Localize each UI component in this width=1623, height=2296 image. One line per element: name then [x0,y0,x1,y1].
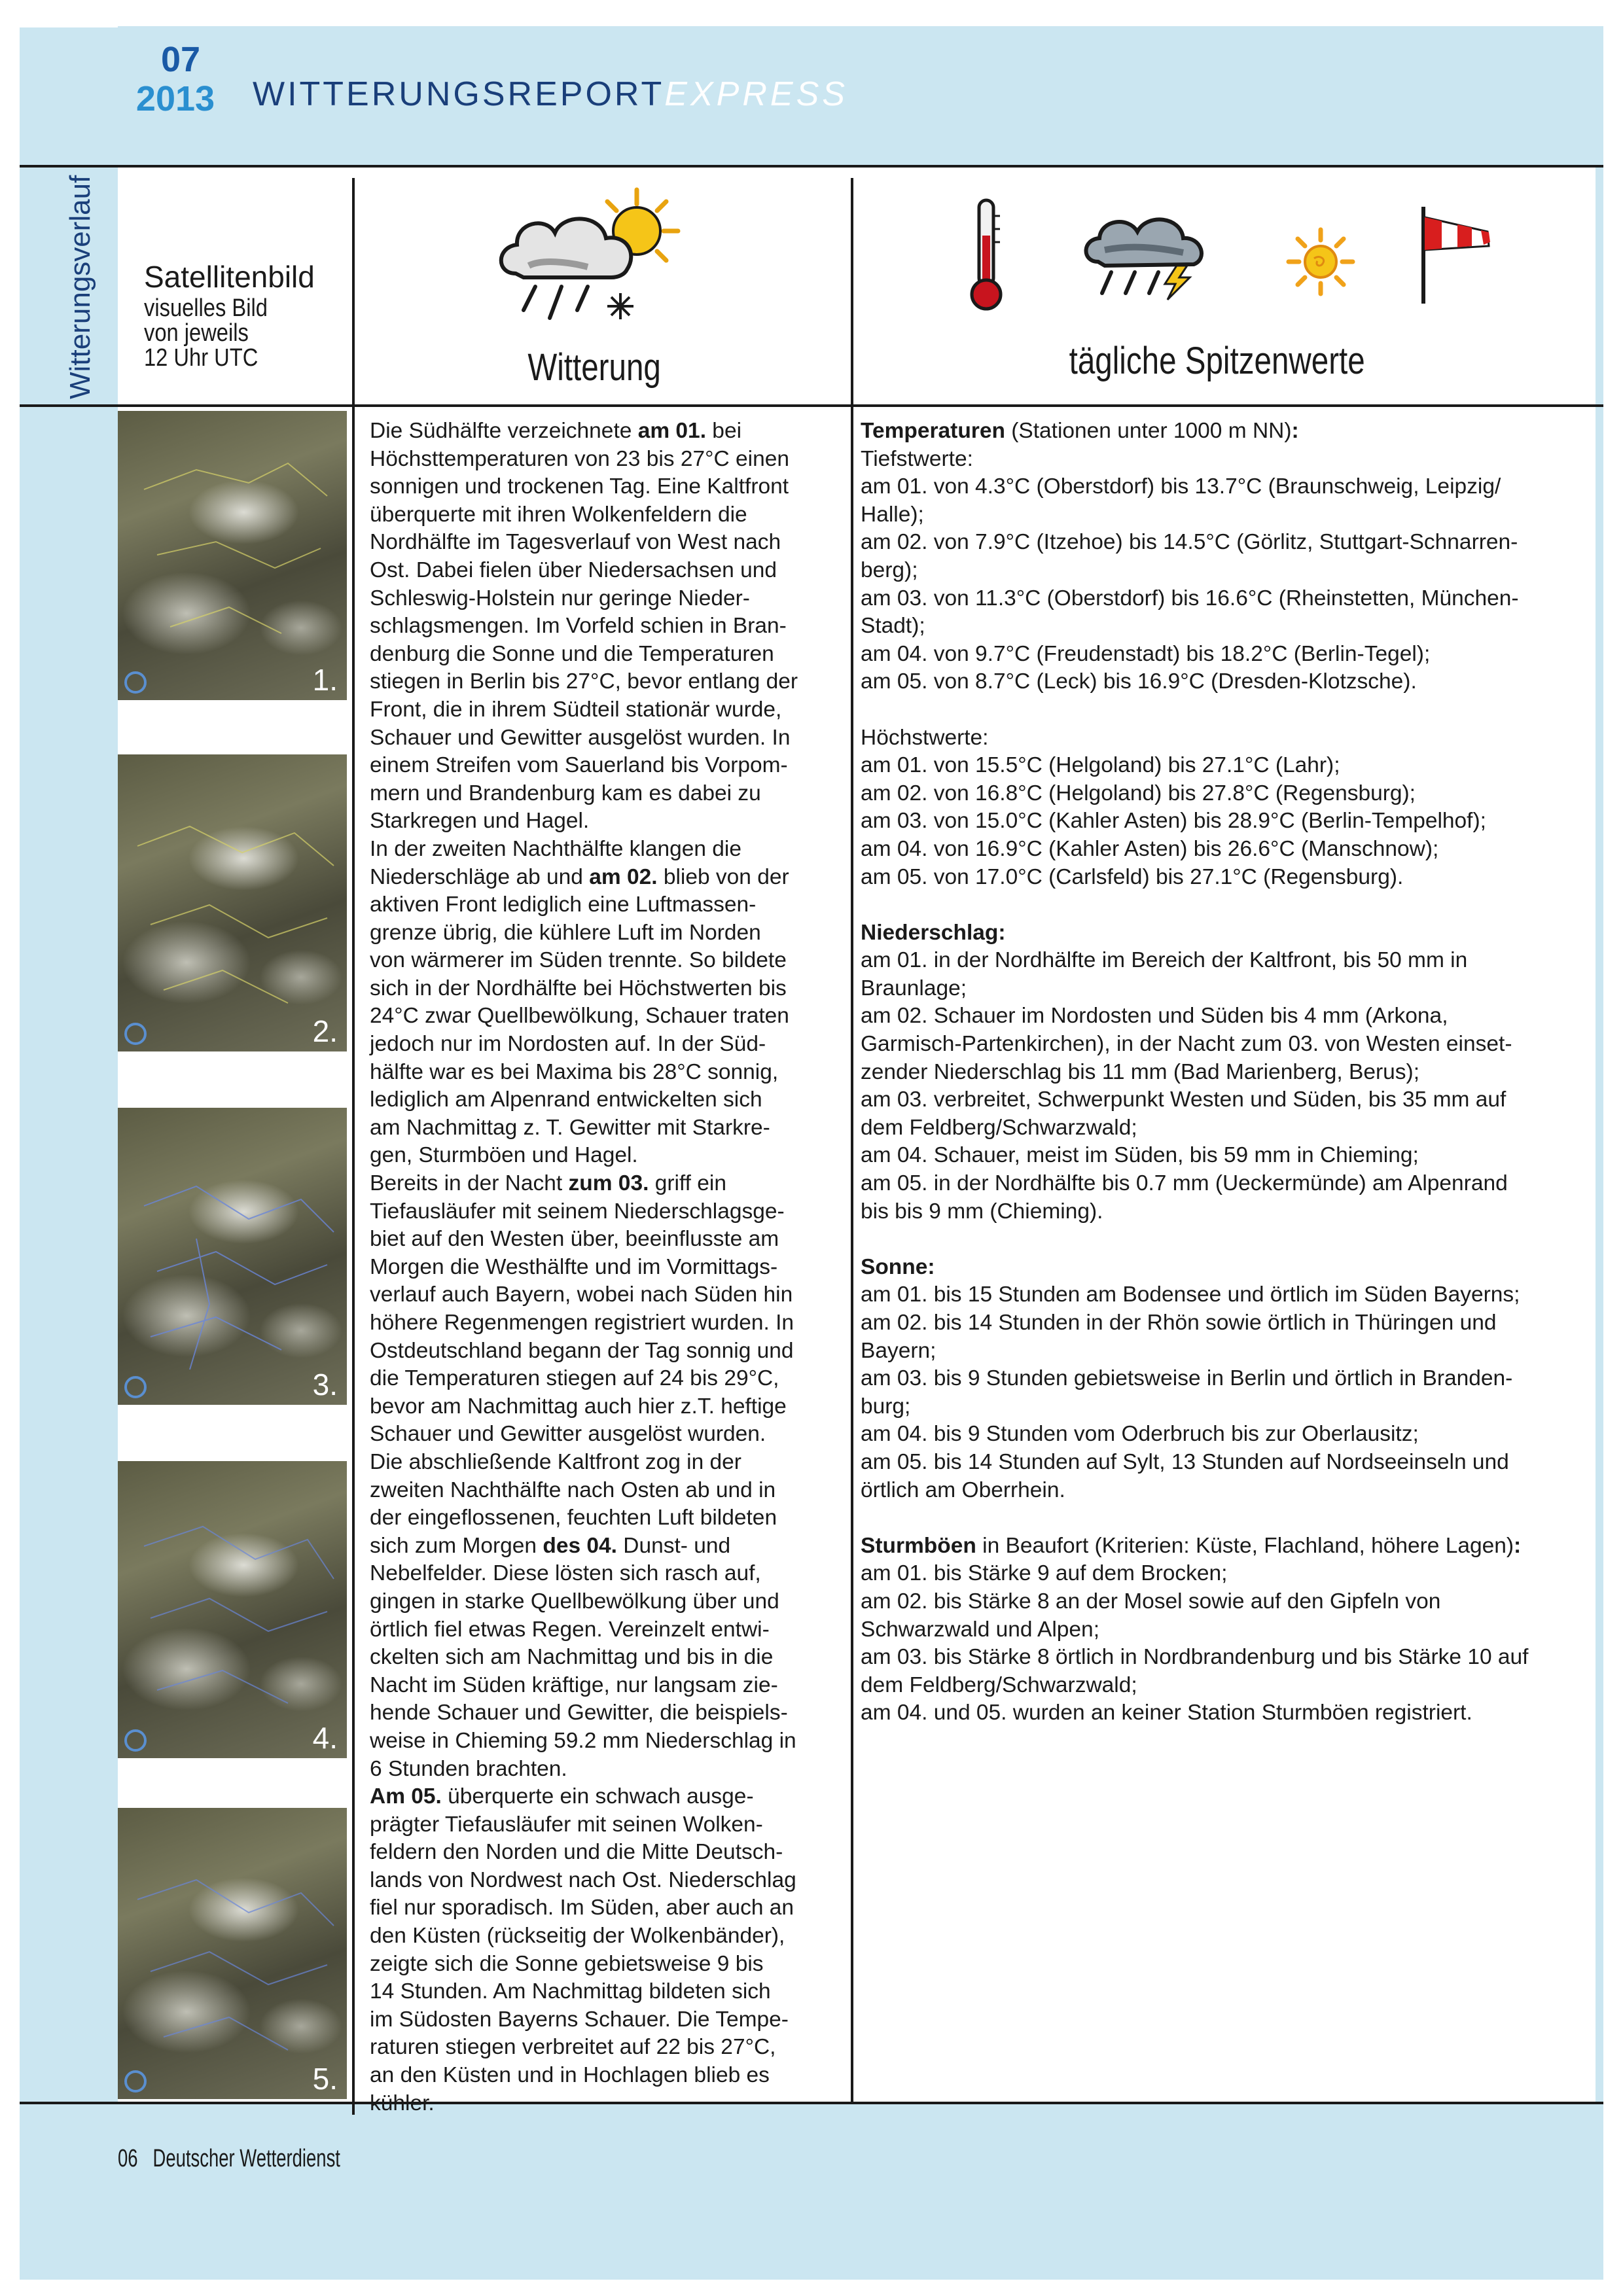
peak-text-line [861,1142,1594,1170]
peaks-heading-text: tägliche Spitzenwerte [1069,340,1366,382]
thermometer-icon [961,196,1013,314]
weather-text-line-segment: von wärmerer im Süden trennte. So bildete [370,948,787,973]
weather-text-line [370,975,831,1003]
weather-text-line-segment: prägter Tiefausläufer mit seinen Wolken- [370,1812,763,1837]
issue-month: 07 [160,40,201,79]
weather-text-line [370,1002,831,1031]
weather-text-line-segment: stiegen in Berlin bis 27°C, bevor entlang der [370,669,798,694]
weather-text-line [370,1393,831,1421]
peak-text-line [861,1504,1594,1532]
weather-text-line-segment: Höchsttemperaturen von 23 bis 27°C einen [370,446,789,471]
peak-text-line [861,473,1594,501]
station-logo-icon [124,2070,147,2093]
weather-text-line-segment: ckelten sich am Nachmittag und bis in die [370,1645,774,1670]
peak-text-line-segment: Garmisch-Partenkirchen), in der Nacht zum 03. von Westen einset- [861,1032,1512,1057]
peak-text-line [861,1449,1594,1477]
weather-text-line-segment: des 04. [543,1533,617,1558]
satellite-image-number: 5. [312,2062,338,2096]
weather-text-line [370,1811,831,1839]
weather-text-line-segment: jedoch nur im Nordosten auf. In der Süd- [370,1032,766,1057]
weather-text-line-segment: biet auf den Westen über, beeinflusste am [370,1227,779,1252]
peak-text-line-segment: am 02. bis Stärke 8 an der Mosel sowie auf den Gipfeln von [861,1589,1441,1614]
satellite-image-number: 4. [312,1721,338,1755]
weather-text-line [370,1922,831,1951]
weather-text-line-segment: die Temperaturen stiegen auf 24 bis 29°C, [370,1366,779,1391]
weather-text-line [370,1449,831,1477]
satellite-image [118,1808,347,2099]
peak-text-line [861,947,1594,975]
weather-text-line-segment: sich in der Nordhälfte bei Höchstwerten bis [370,976,787,1000]
weather-text-line [370,585,831,613]
right-margin-band [1596,165,1603,2102]
peak-text-line-segment: am 02. von 16.8°C (Helgoland) bis 27.8°C (Regensburg); [861,781,1416,805]
peak-text-line-segment: zender Niederschlag bis 11 mm (Bad Marienberg, Berus); [861,1059,1420,1084]
weather-text-line [370,1477,831,1505]
weather-text-line-segment: feldern den Norden und die Mitte Deutsch- [370,1840,783,1865]
satellite-borders [118,1108,347,1405]
peak-text-line-segment: Schwarzwald und Alpen; [861,1617,1099,1642]
peak-text-line-segment: am 04. von 9.7°C (Freudenstadt) bis 18.2°C (Berlin-Tegel); [861,641,1431,666]
peak-text-line-segment: am 01. von 4.3°C (Oberstdorf) bis 13.7°C (Braunschweig, Leipzig/ [861,474,1501,499]
weather-text-line-segment: Schauer und Gewitter ausgelöst wurden. In [370,725,791,750]
peak-text-line-segment: Niederschlag: [861,920,1006,945]
satellite-image [118,754,347,1051]
station-logo-icon [124,1023,147,1045]
weather-text-line-segment: Am 05. [370,1784,442,1809]
weather-text-line-segment: raturen stiegen verbreitet auf 22 bis 27°C, [370,2035,776,2060]
peak-text-line [861,417,1594,446]
weather-text-line [370,1421,831,1449]
satellite-title: Satellitenbild [144,260,315,294]
peak-text-line [861,1086,1594,1114]
weather-text-line [370,668,831,696]
peak-text-line [861,1254,1594,1282]
weather-text-line-segment: Niederschläge ab und [370,864,590,889]
header-notch [20,0,118,27]
satellite-image-number: 3. [312,1368,338,1402]
weather-text-line-segment: Schleswig-Holstein nur geringe Nieder- [370,586,750,610]
peak-text-line [861,585,1594,613]
weather-text-line-segment: zweiten Nachthälfte nach Osten ab und in [370,1477,776,1502]
peak-text-line-segment: Stadt); [861,614,925,639]
weather-text-line [370,836,831,864]
weather-description [370,417,831,2117]
report-title-main: WITTERUNGSREPORT [253,75,665,113]
weather-text-line [370,612,831,641]
peak-text-line-segment: Höchstwerte: [861,725,989,750]
weather-text-line [370,1644,831,1672]
satellite-borders [118,1461,347,1758]
peak-text-line [861,1114,1594,1142]
peak-text-line-segment: am 03. von 15.0°C (Kahler Asten) bis 28.9°C (Berlin-Tempelhof); [861,809,1486,834]
weather-text-line [370,1504,831,1532]
station-logo-icon [124,671,147,694]
weather-text-line [370,1337,831,1366]
weather-text-line [370,1114,831,1142]
peak-text-line-segment: am 03. bis 9 Stunden gebietsweise in Berlin und örtlich in Branden- [861,1366,1513,1391]
weather-text-line [370,696,831,724]
weather-text-line-segment: bei [706,419,742,443]
peak-text-line-segment: dem Feldberg/Schwarzwald; [861,1672,1137,1697]
peak-text-line [861,1002,1594,1031]
weather-text-line-segment: Starkregen und Hagel. [370,809,590,834]
page-number: 06 [118,2145,138,2172]
weather-text-line [370,1672,831,1700]
weather-text-line-segment: einem Streifen vom Sauerland bis Vorpom- [370,753,788,778]
weather-text-line [370,1532,831,1561]
peak-text-line [861,1059,1594,1087]
peak-text-line [861,1588,1594,1616]
weather-text-line-segment: schlagsmengen. Im Vorfeld schien in Bran- [370,614,787,639]
peak-text-line-segment: am 03. verbreitet, Schwerpunkt Westen und Süden, bis 35 mm auf [861,1087,1507,1112]
weather-text-line [370,1254,831,1282]
peaks-heading [923,339,1512,383]
weather-text-line [370,1839,831,1867]
peak-text-line [861,1198,1594,1226]
peak-text-line [861,1672,1594,1700]
weather-text-line [370,1198,831,1226]
weather-text-line-segment: überquerte mit ihren Wolkenfeldern die [370,502,747,527]
satellite-borders [118,1808,347,2099]
peak-text-line [861,1560,1594,1588]
weather-text-line-segment: blieb von der [657,864,789,889]
peak-text-line [861,807,1594,836]
peak-text-line-segment: berg); [861,557,918,582]
peak-text-line [861,752,1594,780]
weather-text-line [370,557,831,585]
peak-text-line-segment: am 01. bis Stärke 9 auf dem Brocken; [861,1561,1228,1586]
weather-text-line-segment: gingen in starke Quellbewölkung über und [370,1589,779,1614]
weather-text-line-segment: am 01. [637,419,706,443]
peak-text-line-segment: am 05. bis 14 Stunden auf Sylt, 13 Stunden auf Nordseeinseln und [861,1449,1509,1474]
vertical-label-text: Witterungsverlauf [64,175,96,399]
weather-text-line [370,1867,831,1895]
weather-text-line [370,529,831,557]
peak-text-line-segment: am 02. bis 14 Stunden in der Rhön sowie örtlich in Thüringen und [861,1311,1497,1335]
weather-text-line [370,1560,831,1588]
weather-text-line-segment: 6 Stunden brachten. [370,1756,567,1781]
peak-text-line [861,641,1594,669]
weather-text-line [370,1894,831,1922]
peak-text-line [861,529,1594,557]
peak-text-line [861,696,1594,724]
left-margin-band [20,165,118,2102]
station-logo-icon [124,1729,147,1752]
peak-text-line [861,891,1594,919]
peak-text-line [861,501,1594,529]
peak-text-line [861,780,1594,808]
peak-text-line [861,1281,1594,1309]
weather-text-line [370,1699,831,1727]
weather-text-line-segment: an den Küsten und in Hochlagen blieb es [370,2063,770,2088]
peak-text-line-segment: am 02. Schauer im Nordosten und Süden bis 4 mm (Arkona, [861,1004,1448,1029]
weather-text-line [370,1978,831,2006]
sun-icon [1285,226,1357,298]
satellite-subtitle-line: 12 Uhr UTC [144,344,259,372]
weather-text-line [370,947,831,975]
table-header-rule [20,404,1603,407]
weather-text-line [370,1142,831,1170]
weather-text-line-segment: Nebelfelder. Diese lösten sich rasch auf, [370,1561,761,1586]
satellite-subtitle [144,296,340,370]
peak-text-line-segment: am 02. von 7.9°C (Itzehoe) bis 14.5°C (Görlitz, Stuttgart-Schnarren- [861,530,1518,555]
report-title-suffix: EXPRESS [664,75,848,113]
peak-text-line [861,724,1594,752]
weather-text-line-segment: griff ein [649,1171,726,1196]
peak-text-line-segment: (Stationen unter 1000 m NN) [1005,419,1292,443]
peak-text-line-segment: Tiefstwerte: [861,446,973,471]
weather-text-line-segment: aktiven Front lediglich eine Luftmassen- [370,892,757,917]
weather-text-line-segment: bevor am Nachmittag auch hier z.T. heftige [370,1394,787,1419]
weather-text-line-segment: Die Südhälfte verzeichnete [370,419,638,443]
peak-text-line-segment: am 03. von 11.3°C (Oberstdorf) bis 16.6°C (Rheinstetten, München- [861,586,1519,610]
weather-text-line-segment: Nordhälfte im Tagesverlauf von West nach [370,530,781,555]
weather-text-line [370,1059,831,1087]
weather-text-line-segment: Ost. Dabei fielen über Niedersachsen und [370,557,777,582]
peak-text-line-segment: Braunlage; [861,976,967,1000]
weather-text-line [370,724,831,752]
weather-text-line-segment: kühler. [370,2091,435,2115]
peak-text-line [861,1393,1594,1421]
weather-text-line-segment: zum 03. [568,1171,649,1196]
weather-text-line-segment: Nacht im Süden kräftige, nur langsam zie- [370,1672,778,1697]
weather-text-line-segment: am 02. [589,864,658,889]
weather-text-line [370,2062,831,2090]
peak-text-line [861,557,1594,585]
peak-text-line [861,864,1594,892]
satellite-image-number: 2. [312,1014,338,1048]
peak-text-line-segment: Sonne: [861,1254,935,1279]
weather-text-line-segment: höhere Regenmengen registriert wurden. In [370,1311,794,1335]
column-divider-1 [352,178,355,2115]
peak-text-line-segment: am 01. bis 15 Stunden am Bodensee und örtlich im Süden Bayerns; [861,1282,1520,1307]
peak-text-line [861,1616,1594,1644]
satellite-subtitle-line: visuelles Bild [144,294,268,322]
weather-text-line-segment: denburg die Sonne und die Temperaturen [370,641,774,666]
thunderstorm-cloud-icon [1079,209,1209,301]
peak-text-line [861,668,1594,696]
weather-text-line-segment: Schauer und Gewitter ausgelöst wurden. [370,1422,766,1447]
peak-text-line-segment: am 01. von 15.5°C (Helgoland) bis 27.1°C (Lahr); [861,753,1340,778]
station-logo-icon [124,1376,147,1398]
weather-text-line-segment: Ostdeutschland begann der Tag sonnig und [370,1338,794,1363]
weather-text-line-segment: im Südosten Bayerns Schauer. Die Tempe- [370,2007,789,2032]
weather-text-line-segment: örtlich fiel etwas Regen. Vereinzelt entwi- [370,1617,770,1642]
peak-text-line-segment: : [1514,1533,1522,1558]
weather-text-line-segment: Front, die in ihrem Südteil stationär wurde, [370,697,782,722]
weather-text-line [370,807,831,836]
peak-text-line-segment: am 04. bis 9 Stunden vom Oderbruch bis zur Oberlausitz; [861,1422,1419,1447]
peak-text-line-segment: in Beaufort (Kriterien: Küste, Flachland, höhere Lagen) [976,1533,1514,1558]
weather-text-line-segment: Die abschließende Kaltfront zog in der [370,1449,741,1474]
peak-text-line-segment: am 04. von 16.9°C (Kahler Asten) bis 26.6°C (Manschnow); [861,836,1439,861]
weather-text-line [370,417,831,446]
weather-text-line [370,501,831,529]
weather-text-line [370,1727,831,1756]
weather-text-line [370,1226,831,1254]
weather-text-line [370,1616,831,1644]
weather-text-line-segment: lands von Nordwest nach Ost. Niederschlag [370,1867,796,1892]
peak-text-line [861,612,1594,641]
daily-peak-values [861,417,1594,1727]
weather-text-line-segment: Bereits in der Nacht [370,1171,569,1196]
weather-text-line [370,2006,831,2034]
weather-text-line-segment: verlauf auch Bayern, wobei nach Süden hin [370,1282,793,1307]
weather-text-line [370,1588,831,1616]
peak-text-line [861,446,1594,474]
weather-text-line [370,864,831,892]
peak-text-line-segment: bis bis 9 mm (Chieming). [861,1199,1103,1224]
weather-text-line [370,1756,831,1784]
footer-band [20,2102,1603,2280]
peak-text-line-segment: am 05. in der Nordhälfte bis 0.7 mm (Ueckermünde) am Alpenrand [861,1171,1508,1196]
peak-text-line-segment: am 05. von 17.0°C (Carlsfeld) bis 27.1°C (Regensburg). [861,864,1404,889]
weather-text-line-segment: weise in Chieming 59.2 mm Niederschlag in [370,1728,796,1753]
weather-heading [483,345,705,389]
weather-text-line-segment: In der zweiten Nachthälfte klangen die [370,836,741,861]
peak-text-line [861,1699,1594,1727]
weather-text-line-segment: sich zum Morgen [370,1533,543,1558]
peak-text-line-segment: örtlich am Oberrhein. [861,1477,1065,1502]
peak-text-line [861,1421,1594,1449]
weather-text-line-segment: gen, Sturmböen und Hagel. [370,1143,638,1168]
weather-text-line [370,2034,831,2062]
weather-text-line-segment: 24°C zwar Quellbewölkung, Schauer traten [370,1004,789,1029]
weather-text-line [370,919,831,947]
satellite-borders [118,411,347,700]
peak-text-line-segment: : [1291,419,1299,443]
peak-text-line [861,1532,1594,1561]
peak-text-line [861,975,1594,1003]
satellite-subtitle-line: von jeweils [144,319,249,347]
weather-text-line [370,891,831,919]
weather-cloud-sun-snow-icon [490,182,686,339]
peak-text-line-segment: Temperaturen [861,419,1005,443]
peak-text-line-segment: Bayern; [861,1338,936,1363]
satellite-image-number: 1. [312,663,338,697]
weather-text-line-segment: 14 Stunden. Am Nachmittag bildeten sich [370,1979,771,2004]
peak-text-line [861,1226,1594,1254]
satellite-image [118,1461,347,1758]
weather-text-line-segment: lediglich am Alpenrand entwickelten sich [370,1087,762,1112]
peak-text-line-segment: Sturmböen [861,1533,976,1558]
weather-text-line-segment: am Nachmittag z. T. Gewitter mit Starkre- [370,1115,770,1140]
weather-text-line [370,780,831,808]
peak-text-line-segment: burg; [861,1394,911,1419]
peak-text-line [861,1644,1594,1672]
peak-text-line [861,1031,1594,1059]
weather-text-line-segment: hälfte war es bei Maxima bis 28°C sonnig, [370,1059,779,1084]
peak-text-line [861,919,1594,947]
peak-text-line-segment: am 04. und 05. wurden an keiner Station Sturmböen registriert. [861,1701,1472,1725]
weather-text-line [370,1086,831,1114]
peak-text-line-segment: am 03. bis Stärke 8 örtlich in Nordbrandenburg und bis Stärke 10 auf [861,1645,1529,1670]
satellite-image [118,1108,347,1405]
peak-text-line [861,1170,1594,1198]
satellite-image [118,411,347,700]
page-footer [118,2145,419,2173]
publisher-name: Deutscher Wetterdienst [152,2145,341,2172]
weather-text-line-segment: hende Schauer und Gewitter, die beispiels- [370,1701,788,1725]
weather-text-line [370,1309,831,1337]
peak-text-line [861,1309,1594,1337]
windsock-icon [1416,203,1501,308]
peak-text-line [861,1337,1594,1366]
weather-text-line-segment: der eingeflossenen, feuchten Luft bildeten [370,1506,777,1530]
peak-text-line-segment: dem Feldberg/Schwarzwald; [861,1115,1137,1140]
peak-text-line [861,1477,1594,1505]
weather-text-line [370,473,831,501]
weather-text-line-segment: sonnigen und trockenen Tag. Eine Kaltfront [370,474,789,499]
peak-text-line [861,836,1594,864]
weather-text-line [370,752,831,780]
column-divider-2 [851,178,853,2102]
weather-text-line-segment: Tiefausläufer mit seinem Niederschlagsge- [370,1199,785,1224]
weather-text-line [370,1170,831,1198]
weather-text-line [370,1951,831,1979]
satellite-borders [118,754,347,1051]
weather-text-line-segment: den Küsten (rückseitig der Wolkenbänder), [370,1924,785,1949]
weather-text-line [370,1281,831,1309]
weather-text-line-segment: fiel nur sporadisch. Im Süden, aber auch an [370,1896,794,1920]
weather-heading-text: Witterung [527,346,661,389]
weather-text-line [370,1031,831,1059]
weather-text-line-segment: mern und Brandenburg kam es dabei zu [370,781,761,805]
weather-text-line [370,2090,831,2118]
weather-text-line-segment: überquerte ein schwach ausge- [441,1784,754,1809]
peak-text-line-segment: Halle); [861,502,924,527]
weather-text-line-segment: Morgen die Westhälfte und im Vormittags- [370,1254,778,1279]
peak-text-line [861,1365,1594,1393]
table-top-rule [20,165,1603,168]
peak-text-line-segment: am 05. von 8.7°C (Leck) bis 16.9°C (Dresden-Klotzsche). [861,669,1417,694]
weather-text-line-segment: zeigte sich die Sonne gebietsweise 9 bis [370,1951,764,1976]
report-title [253,73,848,115]
weather-text-line [370,1783,831,1811]
weather-text-line-segment: grenze übrig, die kühlere Luft im Norden [370,920,761,945]
weather-text-line [370,641,831,669]
weather-text-line-segment: Dunst- und [616,1533,731,1558]
weather-text-line [370,1365,831,1393]
peak-text-line-segment: am 01. in der Nordhälfte im Bereich der Kaltfront, bis 50 mm in [861,948,1468,973]
issue-year: 2013 [135,79,215,118]
weather-text-line [370,446,831,474]
peak-text-line-segment: am 04. Schauer, meist im Süden, bis 59 mm in Chieming; [861,1143,1419,1168]
